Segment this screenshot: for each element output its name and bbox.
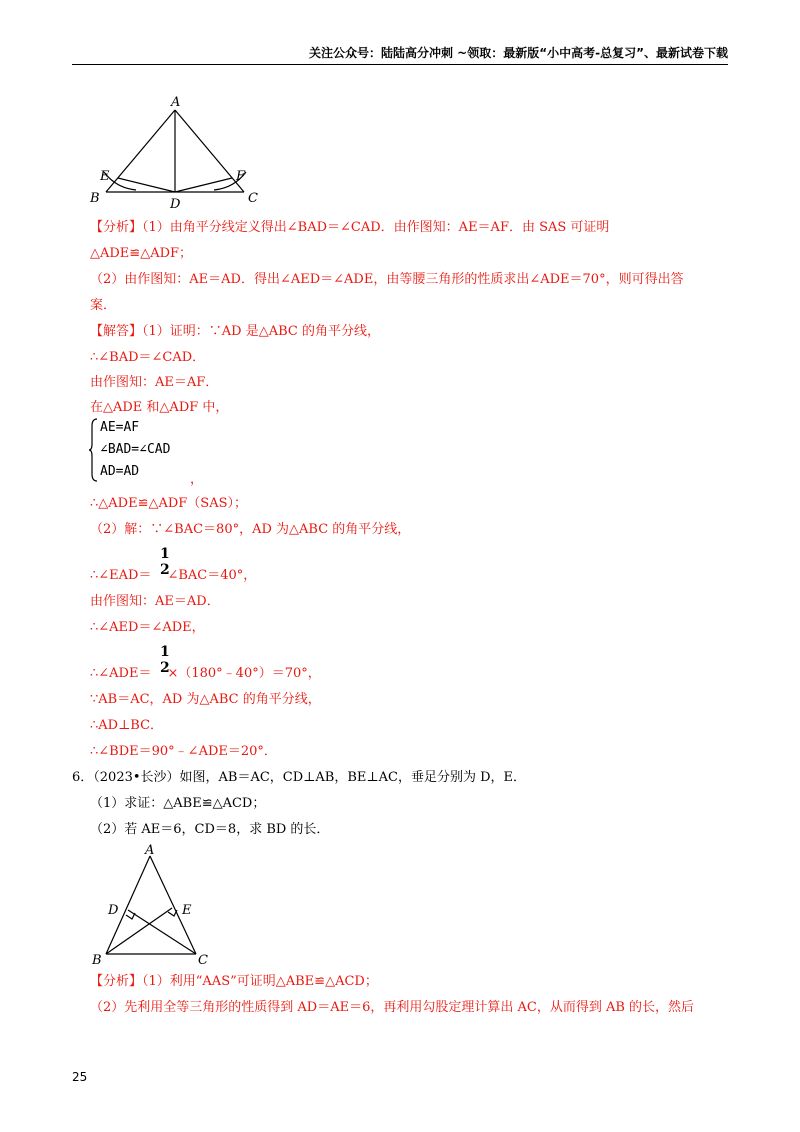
system-row-2: ∠BAD=∠CAD	[100, 442, 171, 457]
page-header: 关注公众号：陆陆高分冲刺 ~领取：最新版“小中高考-总复习”、最新试卷下载	[72, 44, 728, 65]
label-C: C	[248, 191, 258, 206]
analysis-line-1b: △ADE≌△ADF；	[90, 246, 193, 261]
label-D: D	[170, 197, 181, 212]
fraction-numerator: 1	[160, 546, 170, 562]
figure-triangle-altitudes	[88, 842, 218, 967]
step-9: ∵AB＝AC，AD 为△ABC 的角平分线，	[90, 692, 321, 707]
answer-line-2: （2）解：∵∠BAC＝80°，AD 为△ABC 的角平分线，	[90, 522, 411, 537]
system-comma: ，	[190, 472, 204, 487]
label-B: B	[92, 953, 102, 967]
step-11: ∴∠BDE＝90°﹣∠ADE＝20°．	[90, 744, 277, 759]
step-6: 由作图知：AE＝AD．	[90, 594, 220, 609]
page-number: 25	[72, 1070, 88, 1084]
step-8-post: ×（180°﹣40°）＝70°，	[167, 666, 321, 681]
label-F: F	[236, 169, 246, 184]
step-8-pre: ∴∠ADE＝	[90, 666, 152, 681]
analysis-line-1: 【分析】（1）由角平分线定义得出∠BAD＝∠CAD．由作图知：AE＝AF．由 SAS 可证明	[90, 220, 610, 235]
label-E: E	[100, 169, 110, 184]
fraction-denominator: 2	[160, 562, 170, 578]
problem-6-question-2: （2）若 AE＝6，CD＝8，求 BD 的长．	[90, 822, 330, 837]
equation-system	[88, 418, 204, 487]
analysis-line-2: （2）由作图知：AE＝AD．得出∠AED＝∠ADE，由等腰三角形的性质求出∠ADE＝70°，则可得出答	[90, 272, 684, 287]
problem-6-analysis-2: （2）先利用全等三角形的性质得到 AD＝AE＝6，再利用勾股定理计算出 AC，从而得到 AB 的长，然后	[90, 1000, 695, 1015]
problem-6-question-1: （1）求证：△ABE≌△ACD；	[90, 796, 266, 811]
fraction-numerator: 1	[160, 644, 170, 660]
step-10: ∴AD⊥BC．	[90, 718, 164, 733]
label-A: A	[171, 95, 181, 110]
label-A: A	[145, 843, 155, 858]
step-5	[90, 566, 256, 586]
step-5-post: ∠BAC＝40°，	[167, 568, 257, 583]
fraction-one-half-1	[160, 546, 170, 578]
problem-6-title: 6．（2023•长沙）如图，AB＝AC，CD⊥AB，BE⊥AC，垂足分别为 D，E．	[72, 770, 526, 785]
step-1: ∴∠BAD＝∠CAD．	[90, 350, 206, 365]
step-5-pre: ∴∠EAD＝	[90, 568, 152, 583]
left-brace-icon	[88, 418, 98, 482]
label-E: E	[182, 903, 192, 918]
analysis-line-2b: 案．	[90, 298, 117, 313]
fraction-one-half-2	[160, 644, 170, 676]
step-8	[90, 664, 321, 684]
problem-6-analysis-1: 【分析】（1）利用“AAS”可证明△ABE≌△ACD；	[90, 974, 378, 989]
system-row-3: AD=AD	[100, 464, 140, 479]
step-2: 由作图知：AE＝AF．	[90, 375, 219, 390]
answer-line-1: 【解答】（1）证明：∵AD 是△ABC 的角平分线，	[90, 324, 380, 339]
label-C: C	[198, 953, 208, 967]
system-row-1: AE=AF	[100, 420, 140, 435]
label-D: D	[108, 903, 119, 918]
step-7: ∴∠AED＝∠ADE，	[90, 620, 205, 635]
step-3: 在△ADE 和△ADF 中，	[90, 400, 229, 415]
label-B: B	[90, 191, 100, 206]
step-4: ∴△ADE≌△ADF（SAS）；	[90, 496, 247, 511]
fraction-denominator: 2	[160, 660, 170, 676]
figure-triangle-abc-bisector	[86, 92, 266, 212]
